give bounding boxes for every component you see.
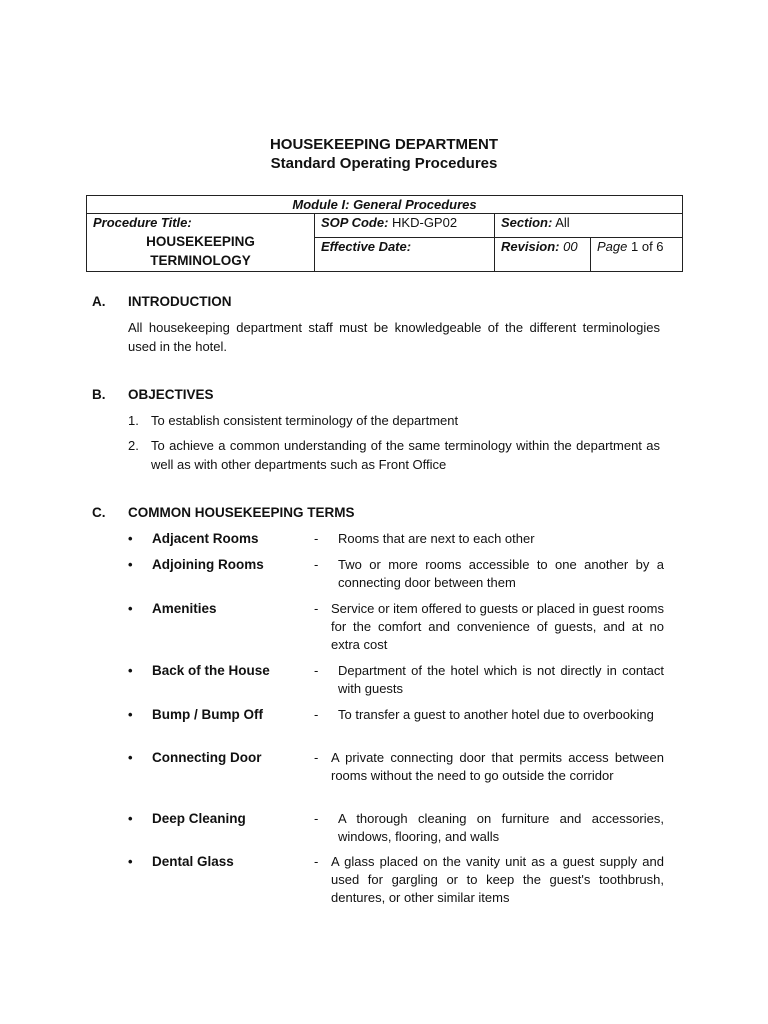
term-dash: - xyxy=(314,557,319,572)
objective-number: 1. xyxy=(128,413,139,428)
term-dash: - xyxy=(314,750,319,765)
term-definition: Service or item offered to guests or placed in guest rooms for the comfort and convenience of guests, and at no extra cost xyxy=(331,601,664,652)
section-c-title: COMMON HOUSEKEEPING TERMS xyxy=(128,505,355,520)
procedure-title-line2: TERMINOLOGY xyxy=(150,253,251,268)
revision-cell xyxy=(495,238,591,272)
term-definition: Rooms that are next to each other xyxy=(338,531,535,546)
term-name: Dental Glass xyxy=(152,854,234,869)
term-name: Amenities xyxy=(152,601,217,616)
term-dash: - xyxy=(314,811,319,826)
module-cell: Module I: General Procedures xyxy=(87,196,683,214)
bullet-icon: • xyxy=(128,750,133,765)
term-definition: A glass placed on the vanity unit as a guest supply and used for gargling or to keep the guest's toothbrush, dentures, or other similar items xyxy=(331,854,664,905)
section-cell xyxy=(495,214,683,238)
effective-date-cell xyxy=(315,238,495,272)
revision-value: 00 xyxy=(563,239,578,254)
term-name: Deep Cleaning xyxy=(152,811,246,826)
term-definition: A thorough cleaning on furniture and accessories, windows, flooring, and walls xyxy=(338,811,664,844)
term-definition: Department of the hotel which is not directly in contact with guests xyxy=(338,663,664,696)
bullet-icon: • xyxy=(128,707,133,722)
procedure-title-line1: HOUSEKEEPING xyxy=(146,234,255,249)
revision-label: Revision: xyxy=(501,239,560,254)
term-definition: To transfer a guest to another hotel due to overbooking xyxy=(338,707,654,722)
page-value: 1 of 6 xyxy=(631,239,664,254)
objective-number: 2. xyxy=(128,438,139,453)
page-cell xyxy=(591,238,683,272)
procedure-title-label: Procedure Title: xyxy=(93,215,192,230)
bullet-icon: • xyxy=(128,601,133,616)
effective-date-label: Effective Date: xyxy=(321,239,412,254)
term-definition: Two or more rooms accessible to one another by a connecting door between them xyxy=(338,557,664,590)
bullet-icon: • xyxy=(128,854,133,869)
term-name: Connecting Door xyxy=(152,750,262,765)
section-b-letter: B. xyxy=(92,387,106,402)
bullet-icon: • xyxy=(128,663,133,678)
section-b-title: OBJECTIVES xyxy=(128,387,214,402)
sop-code-cell xyxy=(315,214,495,238)
objective-text: To establish consistent terminology of the department xyxy=(151,413,459,428)
term-dash: - xyxy=(314,854,319,869)
bullet-icon: • xyxy=(128,811,133,826)
term-dash: - xyxy=(314,707,319,722)
term-dash: - xyxy=(314,601,319,616)
section-c-letter: C. xyxy=(92,505,106,520)
objective-text: To achieve a common understanding of the same terminology within the department as well as with other departments such as Front Office xyxy=(151,438,660,472)
page-label: Page xyxy=(597,239,628,254)
procedure-title-cell xyxy=(87,214,315,272)
term-dash: - xyxy=(314,663,319,678)
term-name: Adjoining Rooms xyxy=(152,557,264,572)
term-name: Back of the House xyxy=(152,663,270,678)
document-subtitle: Standard Operating Procedures xyxy=(270,155,498,172)
department-title: HOUSEKEEPING DEPARTMENT xyxy=(269,136,499,153)
bullet-icon: • xyxy=(128,531,133,546)
bullet-icon: • xyxy=(128,557,133,572)
introduction-text: All housekeeping department staff must be knowledgeable of the different terminologies used in the hotel. xyxy=(128,320,660,354)
sop-header-table xyxy=(86,195,683,272)
term-definition: A private connecting door that permits access between rooms without the need to go outside the corridor xyxy=(331,750,664,783)
sop-code-value: HKD-GP02 xyxy=(392,215,458,230)
section-a-title: INTRODUCTION xyxy=(128,294,232,309)
term-name: Bump / Bump Off xyxy=(152,707,263,722)
section-value: All xyxy=(555,215,570,230)
term-name: Adjacent Rooms xyxy=(152,531,259,546)
term-dash: - xyxy=(314,531,319,546)
sop-code-label: SOP Code: xyxy=(321,215,389,230)
section-a-letter: A. xyxy=(92,294,106,309)
section-label: Section: xyxy=(501,215,553,230)
